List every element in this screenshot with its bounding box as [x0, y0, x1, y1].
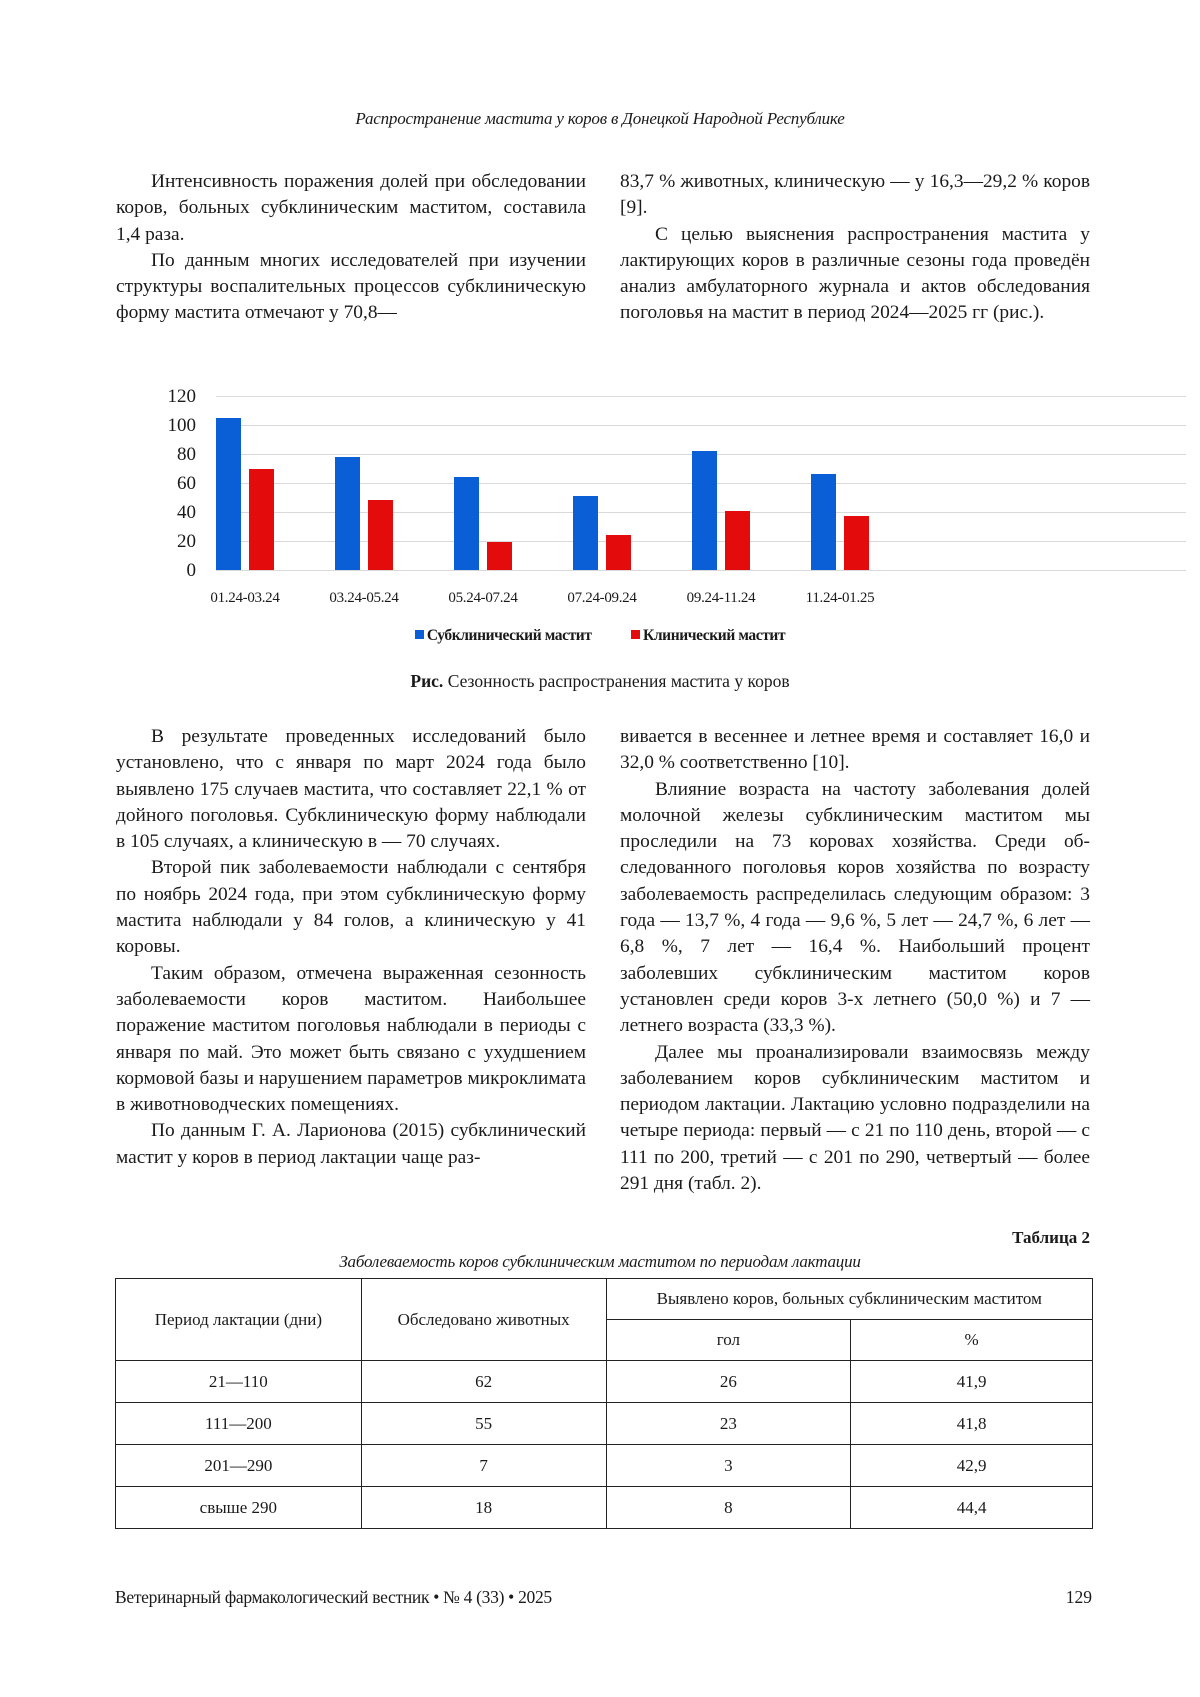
cell-heads: 26 [606, 1361, 851, 1403]
seasonality-bar-chart [150, 386, 1050, 650]
cell-examined: 7 [361, 1445, 606, 1487]
y-tick-label: 80 [177, 444, 196, 465]
bar-subclinical [573, 496, 598, 570]
y-tick-label: 40 [177, 502, 196, 523]
paragraph: По данным многих исследователей при изучении структуры воспалительных процессов субклиническую форму мастита отмечают у 70,8— [116, 249, 586, 324]
bar-subclinical [692, 451, 717, 570]
bar-clinical [368, 500, 393, 570]
cell-heads: 23 [606, 1403, 851, 1445]
paragraph: вивается в весеннее и летнее время и составляет 16,0 и 32,0 % соответственно [10]. [620, 726, 1090, 774]
x-tick-label: 11.24-01.25 [805, 590, 875, 606]
x-tick-label: 05.24-07.24 [448, 590, 518, 606]
bottom-right-column [620, 724, 1090, 1197]
bar-subclinical [454, 477, 479, 570]
plot-area [216, 396, 1186, 570]
y-tick-label: 60 [177, 473, 196, 494]
legend-item-subclinical: Субклинический мастит [415, 627, 592, 645]
bar-subclinical [335, 457, 360, 570]
header-heads: гол [606, 1320, 851, 1361]
bar-clinical [249, 469, 274, 571]
journal-footer: Ветеринарный фармакологический вестник • № 4 (33) • 2025 [115, 1587, 552, 1607]
x-tick-label: 09.24-11.24 [686, 590, 756, 606]
bar-clinical [844, 516, 869, 570]
paragraph: Таким образом, отмечена выраженная сезонность заболеваемости коров маститом. Наибольшее поражение маститом поголовья наблюдали в периоды с января по май. Это может быть связано с ухудшением кормовой базы и нарушением параметров микроклимата в животноводческих помещениях. [116, 962, 586, 1116]
paragraph: С целью выяснения распространения мастита у лактирующих коров в различные сезоны года проведён анализ амбулаторного журнала и актов обследования поголовья на мастит в период 2024—2025 гг (рис.). [620, 223, 1090, 324]
y-tick-label: 100 [167, 415, 196, 436]
cell-heads: 3 [606, 1445, 851, 1487]
bar-subclinical [216, 418, 241, 570]
top-right-column [620, 169, 1090, 327]
paragraph: Интенсивность поражения долей при обследовании коров, больных субклиническим маститом, составила 1,4 раза. [116, 171, 586, 245]
paragraph: В результате проведенных исследований было установлено, что с января по март 2024 года было выявлено 175 случаев мастита, что составляет 22,1 % от дойного поголовья. Субклиническую форму наблюдали в 105 случаях, а клиническую в — 70 случаях. [116, 726, 586, 853]
paragraph: Влияние возраста на частоту заболевания долей молочной железы субклиническим маститом мы проследили на 73 коровах хозяйства. Среди обследованного поголовья коров хозяйства по возрасту заболеваемость распределилась следующим образом: 3 года — 13,7 %, 4 года — 9,6 %, 5 лет — 24,7 %, 6 лет — 6,8 %, 7 лет — 16,4 %. Наибольший процент заболевших субклиническим маститом коров установлен среди коров 3-х летнего (50,0 %) и 7 — летнего возраста (33,3 %). [620, 778, 1090, 1037]
header-examined: Обследовано животных [361, 1279, 606, 1361]
bar-clinical [606, 535, 631, 570]
x-tick-label: 07.24-09.24 [567, 590, 637, 606]
bar-subclinical [811, 474, 836, 570]
table-row [116, 1445, 1093, 1487]
header-percent: % [851, 1320, 1093, 1361]
figure-caption [0, 671, 1200, 692]
x-tick-label: 03.24-05.24 [329, 590, 399, 606]
cell-examined: 55 [361, 1403, 606, 1445]
page-number: 129 [1065, 1587, 1092, 1607]
cell-examined: 62 [361, 1361, 606, 1403]
cell-period: 21—110 [116, 1361, 362, 1403]
cell-percent: 41,9 [851, 1361, 1093, 1403]
cell-percent: 41,8 [851, 1403, 1093, 1445]
bar-clinical [725, 511, 750, 570]
paragraph: 83,7 % животных, клиническую — у 16,3—29,2 % коров [9]. [620, 171, 1090, 219]
legend-swatch-blue-icon [415, 630, 424, 639]
chart-legend [150, 627, 1050, 645]
y-tick-label: 0 [186, 560, 196, 581]
table-row [116, 1487, 1093, 1529]
cell-percent: 44,4 [851, 1487, 1093, 1529]
cell-period: 201—290 [116, 1445, 362, 1487]
gridline [216, 570, 1186, 571]
table-label: Таблица 2 [1012, 1228, 1090, 1247]
bottom-left-column [116, 724, 586, 1171]
y-tick-label: 120 [167, 386, 196, 407]
x-tick-label: 01.24-03.24 [210, 590, 280, 606]
header-period: Период лактации (дни) [116, 1279, 362, 1361]
cell-period: свыше 290 [116, 1487, 362, 1529]
figure-caption-label: Рис. [410, 671, 444, 691]
cell-period: 111—200 [116, 1403, 362, 1445]
paragraph: По данным Г. А. Ларионова (2015) субклинический мастит у коров в период лактации чаще раз- [116, 1120, 586, 1168]
header-detected: Выявлено коров, больных субклиническим маститом [606, 1279, 1092, 1320]
cell-percent: 42,9 [851, 1445, 1093, 1487]
table-row [116, 1403, 1093, 1445]
lactation-table [115, 1278, 1093, 1529]
y-tick-label: 20 [177, 531, 196, 552]
bar-clinical [487, 542, 512, 570]
legend-swatch-red-icon [631, 630, 640, 639]
legend-item-clinical: Клинический мастит [631, 627, 785, 645]
paragraph: Второй пик заболеваемости наблюдали с сентября по ноябрь 2024 года, при этом субклиническую форму мастита наблюдали у 84 голов, а клиническую у 41 коровы. [116, 857, 586, 958]
paragraph: Далее мы проанализировали взаимосвязь между заболеванием коров субклиническим маститом и периодом лактации. Лактацию условно подразделили на четыре периода: первый — с 21 по 110 день, второй — с 111 по 200, третий — с 201 по 290, четвертый — более 291 дня (табл. 2). [620, 1041, 1090, 1195]
top-left-column [116, 169, 586, 327]
running-head: Распространение мастита у коров в Донецкой Народной Республике [355, 109, 845, 128]
table-title: Заболеваемость коров субклиническим маститом по периодам лактации [339, 1252, 861, 1271]
table-row [116, 1361, 1093, 1403]
cell-examined: 18 [361, 1487, 606, 1529]
figure-caption-text: Сезонность распространения мастита у коров [443, 671, 790, 691]
cell-heads: 8 [606, 1487, 851, 1529]
